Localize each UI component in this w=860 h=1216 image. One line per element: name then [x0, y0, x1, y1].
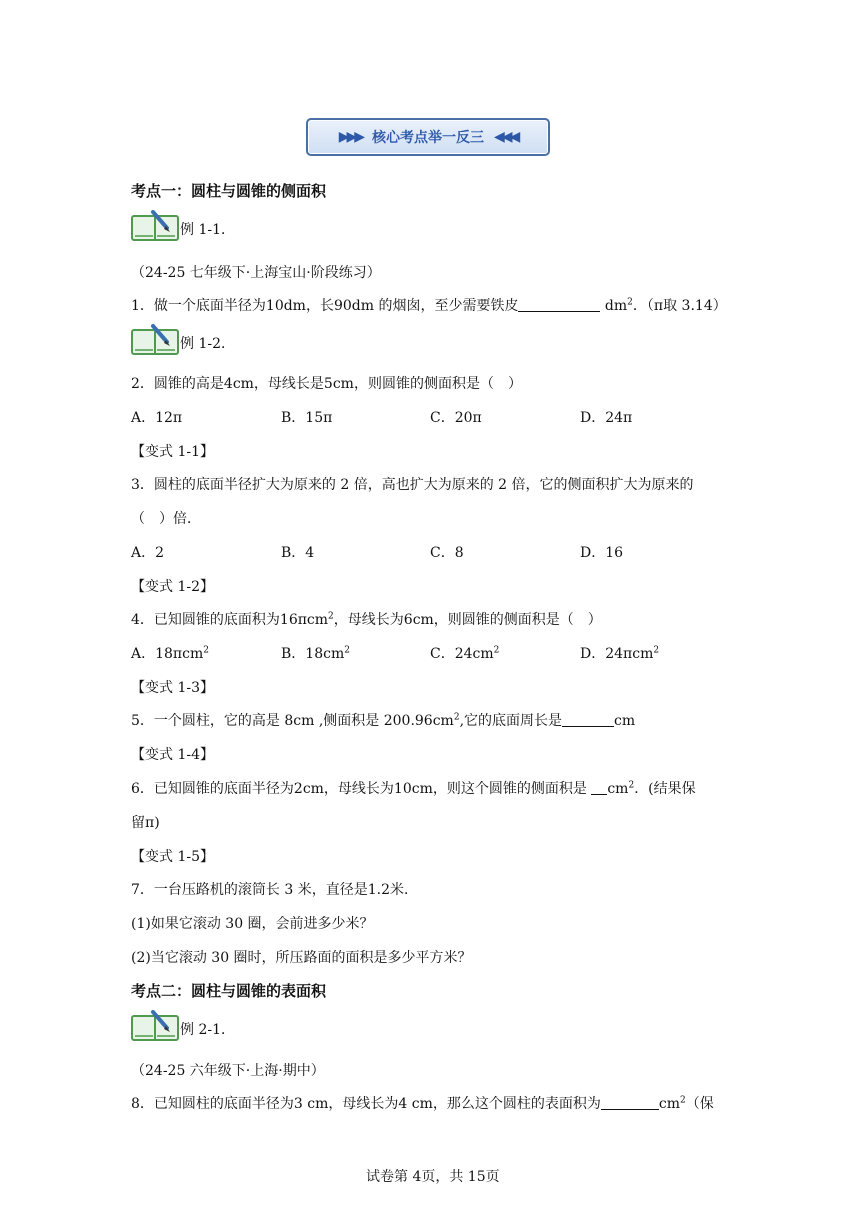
page-footer: 试卷第 4页，共 15页: [366, 1169, 500, 1185]
variant-label: 【变式 1-2】: [131, 579, 214, 595]
option-b: B．15π: [281, 410, 333, 426]
option-c: C．$24cm^2$: [430, 645, 500, 662]
option-a: A．18πcm$^2$: [131, 645, 209, 662]
arrow-right-icon: ▶▶▶: [338, 129, 362, 145]
example-label: 例 2-1．: [180, 1022, 235, 1038]
banner-title: 核心考点举一反三: [372, 130, 484, 146]
option-c: C．8: [430, 545, 464, 561]
option-a: A．12π: [131, 410, 183, 426]
question-6-line1: 6．已知圆锥的底面半径为2cm，母线长为10cm，则这个圆锥的侧面积是 $cm^2$．(结果保: [131, 780, 696, 797]
variant-label: 【变式 1-1】: [131, 444, 214, 460]
variant-label: 【变式 1-3】: [131, 680, 214, 696]
book-pencil-icon: [131, 1010, 179, 1042]
option-d: D．16: [580, 545, 624, 561]
answer-blank: [518, 297, 600, 312]
variant-label: 【变式 1-4】: [131, 747, 214, 763]
section-banner: [306, 118, 550, 156]
example-label: 例 1-1．: [180, 222, 235, 238]
book-pencil-icon: [131, 210, 179, 242]
option-b: B．4: [281, 545, 315, 561]
question-source: （24-25 六年级下·上海·期中）: [131, 1063, 325, 1079]
option-d: D．24π: [580, 410, 633, 426]
question-7-part1: (1)如果它滚动 30 圈，会前进多少米？: [131, 916, 374, 932]
option-d: D．24πcm$^2$: [580, 645, 660, 662]
answer-blank: [591, 780, 607, 795]
question-7-part2: (2)当它滚动 30 圈时，所压路面的面积是多少平方米？: [131, 950, 472, 966]
section-heading-2: 考点二：圆柱与圆锥的表面积: [131, 982, 327, 1000]
question-4: 4．已知圆锥的底面积为16πcm$^2$，母线长为6cm，则圆锥的侧面积是（ ）: [131, 611, 602, 628]
option-a: A．2: [131, 545, 165, 561]
question-2: 2．圆锥的高是4cm，母线长是5cm，则圆锥的侧面积是（ ）: [131, 376, 522, 392]
variant-label: 【变式 1-5】: [131, 849, 214, 865]
book-pencil-icon: [131, 324, 179, 356]
question-6-line2: 留π): [131, 815, 160, 831]
question-3-line1: 3．圆柱的底面半径扩大为原来的 2 倍，高也扩大为原来的 2 倍，它的侧面积扩大为原来的: [131, 477, 694, 493]
question-5: 5．一个圆柱，它的高是 8cm ,侧面积是 $200.96cm^2$,它的底面周长是 cm: [131, 712, 636, 729]
question-source: （24-25 七年级下·上海宝山·阶段练习）: [131, 265, 381, 281]
arrow-left-icon: ◀◀◀: [494, 129, 518, 145]
question-7: 7．一台压路机的滚筒长 3 米，直径是1.2米．: [131, 882, 418, 898]
option-c: C．20π: [430, 410, 482, 426]
answer-blank: [601, 1095, 659, 1110]
section-heading-1: 考点一：圆柱与圆锥的侧面积: [131, 182, 327, 200]
example-label: 例 1-2．: [180, 336, 235, 352]
option-b: B．$18cm^2$: [281, 645, 350, 662]
answer-blank: [562, 712, 614, 727]
question-8: 8．已知圆柱的底面半径为3 cm，母线长为4 cm，那么这个圆柱的表面积为 $cm^2$（保: [131, 1095, 714, 1112]
question-1: 1．做一个底面半径为10dm，长90dm 的烟囱，至少需要铁皮 $dm^2$．（π取 3.14）: [131, 297, 727, 314]
question-3-line2: （ ）倍．: [131, 511, 201, 527]
